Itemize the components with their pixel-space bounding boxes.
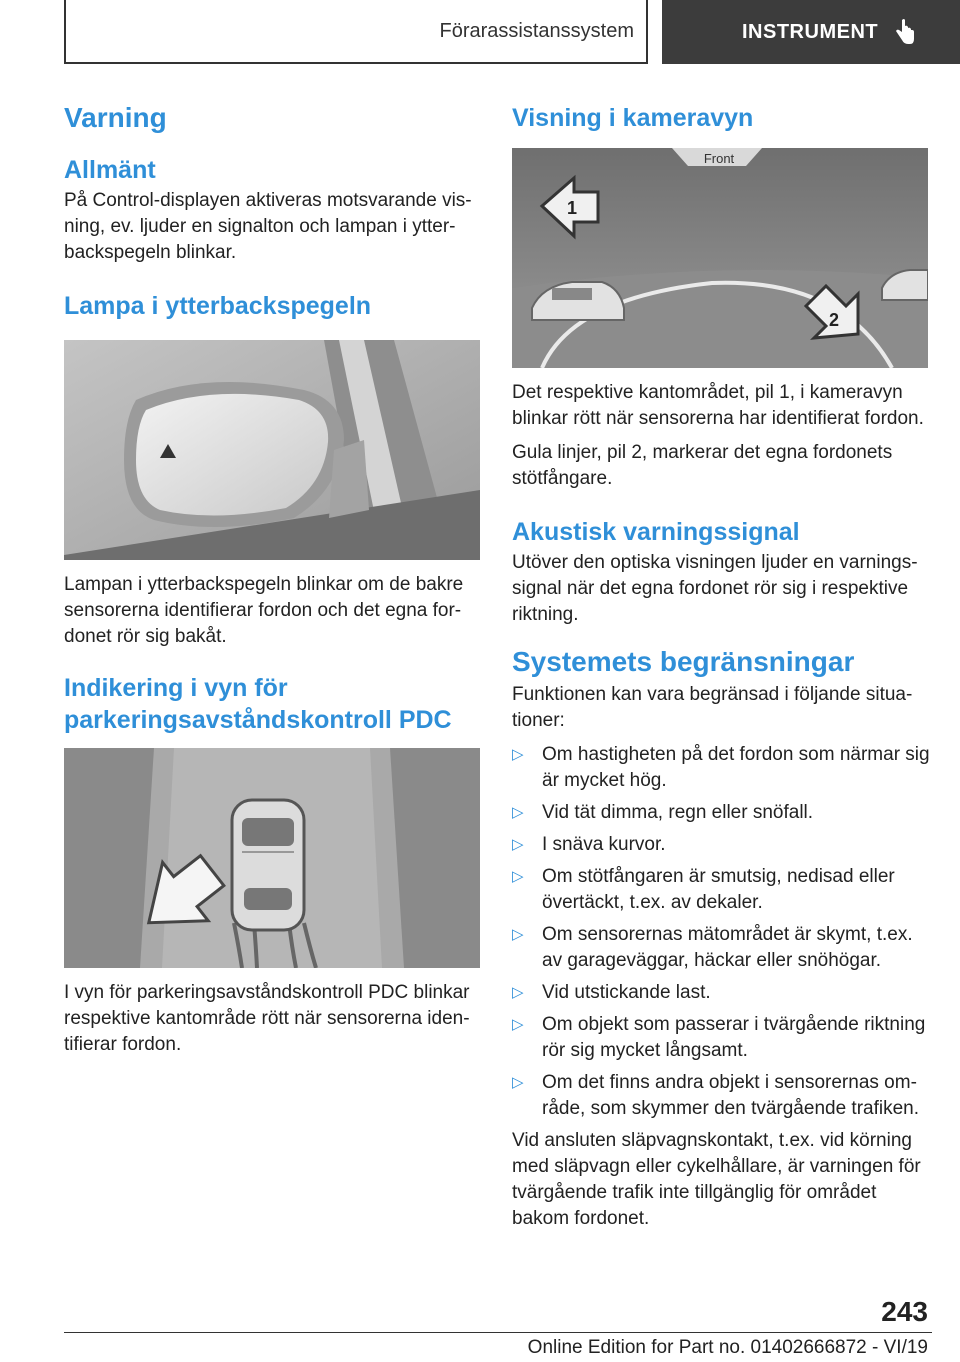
front-label: Front <box>703 151 735 166</box>
triangle-bullet-icon: ▷ <box>512 868 524 885</box>
pdc-paragraph: I vyn för parkeringsavståndskontroll PDC blinkar respektive kantområde rött när sensorerna iden-tifierar fordon. <box>64 982 470 1055</box>
header-section-title: Förarassistanssystem <box>439 19 634 42</box>
triangle-bullet-icon: ▷ <box>512 984 524 1001</box>
arrow-1-label: 1 <box>566 198 578 218</box>
list-item: ▷ Vid tät dimma, regn eller snöfall. <box>512 800 932 826</box>
list-item: ▷ Vid utstickande last. <box>512 980 932 1006</box>
list-item: ▷ Om objekt som passerar i tvärgående riktning rör sig mycket långsamt. <box>512 1014 926 1061</box>
limits-outro: Vid ansluten släpvagnskontakt, t.ex. vid körning med släpvagn eller cykelhållare, är varningen för tvärgående trafik inte tillgänglig för området bakom fordonet. <box>512 1130 921 1229</box>
header-tab-instrument[interactable] <box>662 0 960 64</box>
footer-divider <box>64 1332 932 1333</box>
camera-paragraph-1: Det respektive kantområdet, pil 1, i kameravyn blinkar rött när sensorerna har identifierat fordon. <box>512 382 924 429</box>
triangle-bullet-icon: ▷ <box>512 1074 524 1091</box>
list-item: ▷ Om det finns andra objekt i sensorernas om-råde, som skymmer den tvärgående trafiken. <box>512 1072 920 1119</box>
mirror-figure <box>64 340 480 560</box>
left-column <box>64 98 482 1058</box>
lamp-heading: Lampa i ytterbackspegeln <box>64 292 372 320</box>
pdc-figure <box>64 748 480 968</box>
list-item: ▷ I snäva kurvor. <box>512 832 932 858</box>
acoustic-paragraph: Utöver den optiska visningen ljuder en varnings-signal när det egna fordonet rör sig i respektive riktning. <box>512 552 918 625</box>
camera-paragraph-2: Gula linjer, pil 2, markerar det egna fordonets stötfångare. <box>512 442 893 489</box>
limits-intro: Funktionen kan vara begränsad i följande situa-tioner: <box>512 684 913 731</box>
footer-edition: Online Edition for Part no. 01402666872 - VI/19 <box>527 1337 928 1358</box>
camera-figure <box>512 148 928 368</box>
acoustic-heading: Akustisk varningssignal <box>512 518 800 546</box>
list-item: ▷ Om sensorernas mätområdet är skymt, t.ex. av garageväggar, häckar eller snöhögar. <box>512 924 913 971</box>
list-item: ▷ Om stötfångaren är smutsig, nedisad eller övertäckt, t.ex. av dekaler. <box>512 866 895 913</box>
page-number: 243 <box>881 1296 928 1327</box>
triangle-bullet-icon: ▷ <box>512 836 524 853</box>
triangle-bullet-icon: ▷ <box>512 804 524 821</box>
pointing-hand-icon <box>894 19 916 45</box>
camera-heading: Visning i kameravyn <box>512 104 754 132</box>
triangle-bullet-icon: ▷ <box>512 926 524 943</box>
header-section-box <box>64 0 648 64</box>
side-mirror-illustration <box>64 340 480 560</box>
list-item: ▷ Om hastigheten på det fordon som närmar sig är mycket hög. <box>512 744 930 791</box>
arrow-2-label: 2 <box>828 310 840 330</box>
limits-heading: Systemets begränsningar <box>512 646 855 677</box>
lamp-paragraph: Lampan i ytterbackspegeln blinkar om de bakre sensorerna identifierar fordon och det egna for-donet rör sig bakåt. <box>64 574 464 647</box>
warning-heading: Varning <box>64 102 167 133</box>
limits-list <box>512 742 932 1122</box>
pdc-heading: Indikering i vyn för parkeringsavståndskontroll PDC <box>64 674 452 734</box>
general-heading: Allmänt <box>64 156 156 184</box>
camera-view-illustration <box>512 148 928 368</box>
right-column <box>512 98 932 1232</box>
triangle-bullet-icon: ▷ <box>512 746 524 763</box>
triangle-bullet-icon: ▷ <box>512 1016 524 1033</box>
general-paragraph: På Control-displayen aktiveras motsvarande vis-ning, ev. ljuder en signalton och lampan i ytter-backspegeln blinkar. <box>64 190 472 263</box>
header-tab-label: INSTRUMENT <box>742 20 879 43</box>
pdc-view-illustration <box>64 748 480 968</box>
